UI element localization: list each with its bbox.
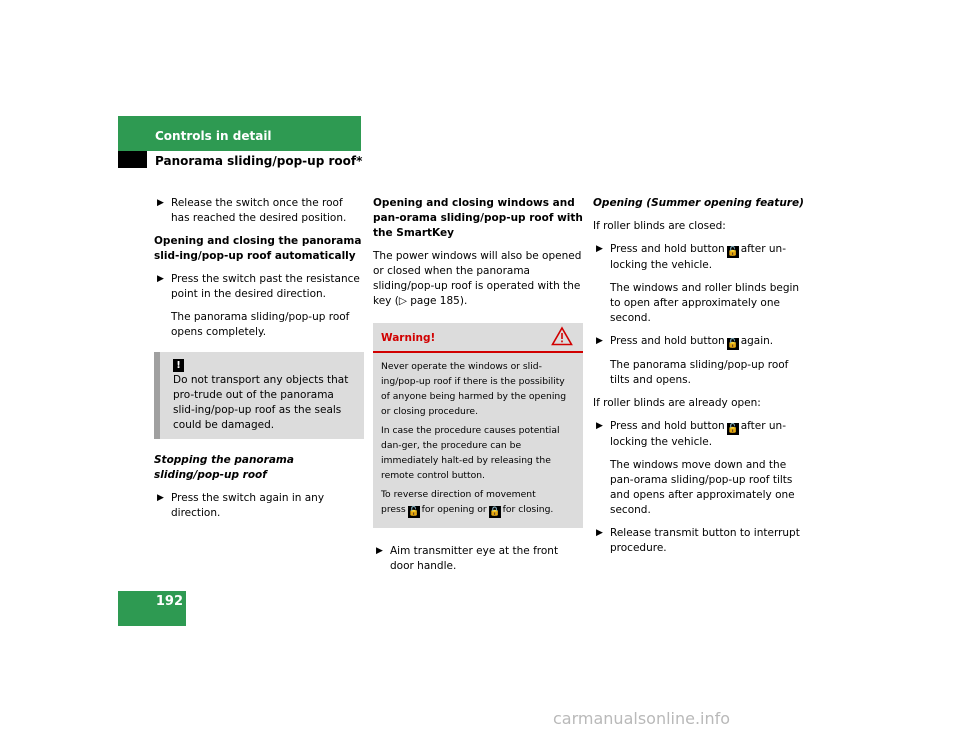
lock-key-icon: 🔒 bbox=[489, 507, 501, 517]
instruction-step: ▶ Press the switch again in any direction. bbox=[157, 492, 325, 519]
section-heading: Opening (Summer opening feature) bbox=[593, 197, 804, 209]
notice-box bbox=[154, 352, 364, 439]
warning-header bbox=[373, 323, 583, 353]
page-title: Panorama sliding/pop-up roof* bbox=[155, 154, 363, 168]
section-heading: Opening and closing windows and pan-orama sliding/pop-up roof with the SmartKey bbox=[373, 197, 583, 239]
instruction-step: ▶ Release transmit button to interrupt procedure. bbox=[596, 527, 800, 554]
instruction-step: ▶ Aim transmitter eye at the front door handle. bbox=[376, 545, 559, 572]
page-ref-arrow-icon: ▷ bbox=[398, 295, 411, 307]
notice-bar bbox=[154, 352, 160, 439]
bullet-arrow-icon: ▶ bbox=[157, 274, 164, 284]
bullet-arrow-icon: ▶ bbox=[596, 421, 603, 431]
bullet-arrow-icon: ▶ bbox=[157, 493, 164, 503]
column-1 bbox=[154, 196, 364, 529]
instruction-step: ▶ Press and hold button 🔓 again. bbox=[596, 335, 774, 349]
header-marker bbox=[118, 151, 147, 168]
section-title: Controls in detail bbox=[155, 129, 272, 143]
instruction-step: ▶ Press and hold button 🔓 after un-locking the vehicle. bbox=[596, 420, 786, 448]
warning-box bbox=[373, 323, 583, 528]
column-2 bbox=[373, 196, 583, 582]
warning-triangle-icon bbox=[551, 326, 573, 346]
bullet-arrow-icon: ▶ bbox=[596, 528, 603, 538]
notice-text: Do not transport any objects that pro-trude out of the panorama slid-ing/pop-up roof as the seals could be damaged. bbox=[173, 374, 349, 431]
step-result: The panorama sliding/pop-up roof tilts and opens. bbox=[610, 359, 789, 386]
instruction-step: ▶ Press the switch past the resistance point in the desired direction. bbox=[157, 273, 360, 300]
warning-body: Never operate the windows or slid-ing/pop-up roof if there is the possibility of anyone being harmed by the opening or closing procedure. In case the procedure causes potential dan-ger, the procedure can be immediately halt-ed by releasing the remote control button. To reverse direction of movement press 🔓 for opening or 🔒 for closing. bbox=[381, 361, 567, 517]
unlock-key-icon: 🔓 bbox=[727, 424, 739, 434]
watermark: carmanualsonline.info bbox=[553, 709, 731, 728]
bullet-arrow-icon: ▶ bbox=[376, 546, 383, 556]
page-number: 192 bbox=[155, 594, 183, 609]
bullet-arrow-icon: ▶ bbox=[157, 198, 164, 208]
instruction-step: ▶ Release the switch once the roof has reached the desired position. bbox=[157, 197, 347, 224]
page-reference[interactable]: page 185). bbox=[410, 295, 468, 307]
condition-text: If roller blinds are closed: bbox=[593, 220, 726, 232]
intro-paragraph: The power windows will also be opened or closed when the panorama sliding/pop-up roof is operated with the key (▷ page 185). bbox=[373, 250, 582, 307]
unlock-key-icon: 🔓 bbox=[727, 339, 739, 349]
bullet-arrow-icon: ▶ bbox=[596, 244, 603, 254]
condition-text: If roller blinds are already open: bbox=[593, 397, 761, 409]
bullet-arrow-icon: ▶ bbox=[596, 336, 603, 346]
section-heading: Opening and closing the panorama slid-ing/pop-up roof automatically bbox=[154, 235, 362, 262]
warning-title: Warning! bbox=[381, 332, 436, 344]
unlock-key-icon: 🔓 bbox=[408, 507, 420, 517]
step-result: The panorama sliding/pop-up roof opens completely. bbox=[171, 311, 350, 338]
exclamation-icon: ! bbox=[173, 359, 184, 372]
step-result: The windows move down and the pan-orama sliding/pop-up roof tilts and opens after approximately one second. bbox=[610, 459, 795, 516]
column-3 bbox=[593, 196, 808, 564]
section-heading: Stopping the panorama sliding/pop-up roof bbox=[154, 454, 294, 481]
step-result: The windows and roller blinds begin to open after approximately one second. bbox=[610, 282, 800, 324]
instruction-step: ▶ Press and hold button 🔓 after un-locking the vehicle. bbox=[596, 243, 786, 271]
unlock-key-icon: 🔓 bbox=[727, 247, 739, 257]
